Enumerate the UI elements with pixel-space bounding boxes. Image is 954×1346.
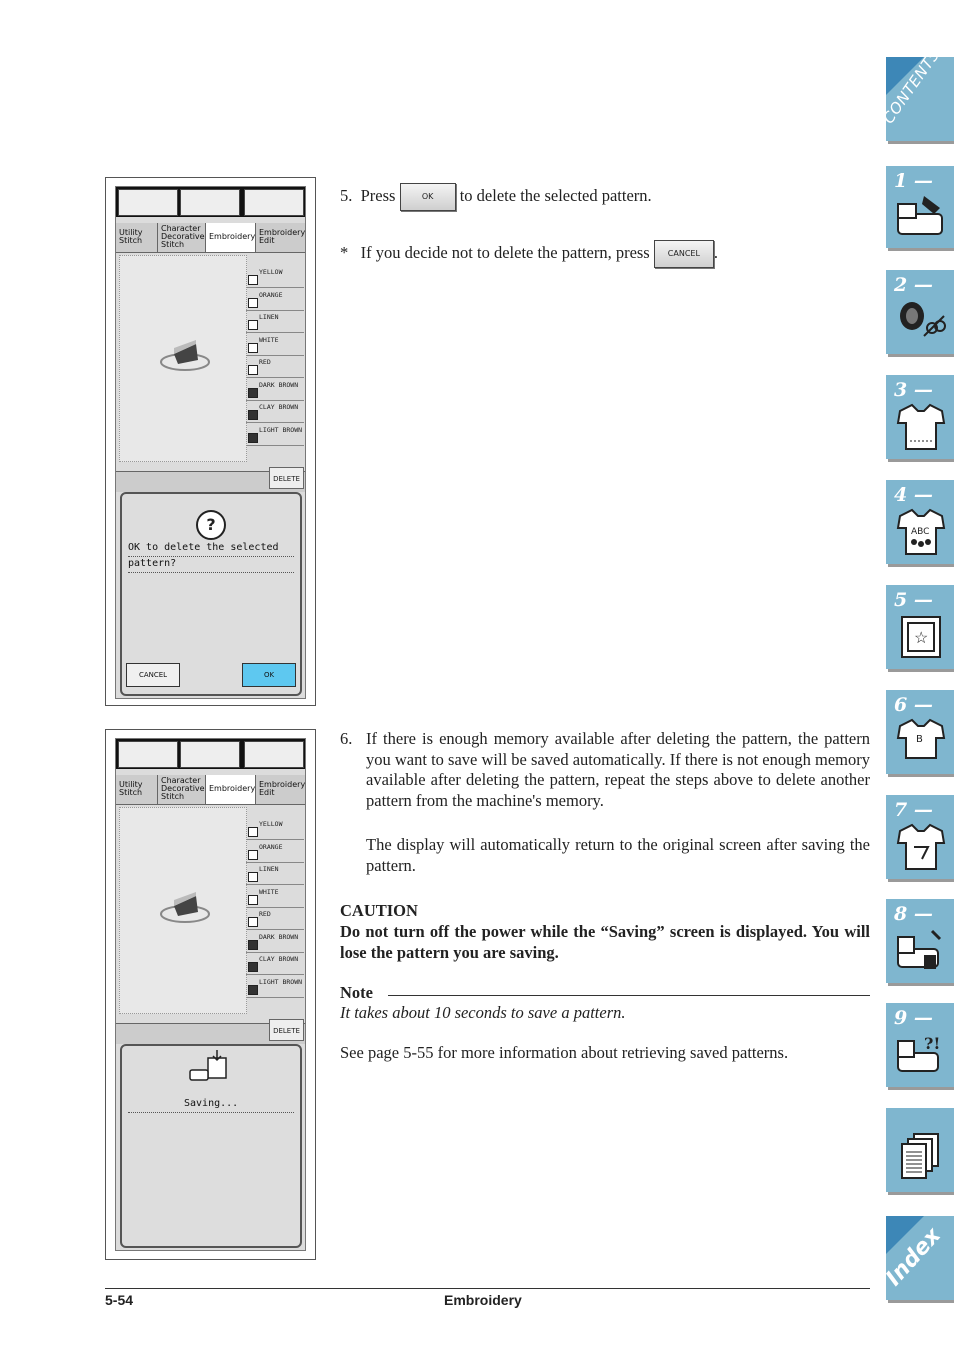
screenshot-delete-confirm xyxy=(105,177,316,706)
asterisk: * xyxy=(340,242,349,262)
color-name: ORANGE xyxy=(259,290,283,299)
dialog-message-line2: pattern? xyxy=(128,558,177,569)
step-6-number: 6. xyxy=(340,729,353,748)
chapter-tab-7[interactable] xyxy=(886,795,954,879)
color-swatch xyxy=(248,962,258,972)
color-swatch xyxy=(248,917,258,927)
chapter-tab-2[interactable] xyxy=(886,270,954,354)
step-text: Press xyxy=(360,185,396,205)
color-swatch xyxy=(248,343,258,353)
color-name: RED xyxy=(259,910,271,918)
cancel-button[interactable]: CANCEL xyxy=(126,663,180,687)
thread-button-icon[interactable] xyxy=(118,189,178,216)
note-text: If you decide not to delete the pattern, press xyxy=(360,242,650,262)
section-name: Embroidery xyxy=(444,1292,522,1308)
thread-color-item[interactable] xyxy=(246,842,304,863)
contents-tab[interactable] xyxy=(879,46,954,141)
color-name: LIGHT BROWN xyxy=(259,425,303,434)
color-swatch xyxy=(248,365,258,375)
contents-tab-label: CONTENTS xyxy=(879,46,944,127)
chapter-number: 5 — xyxy=(894,589,933,611)
step-6-text: If there is enough memory available after deleting the pattern, the pattern you want to save will be saved automatically. If there is not enough memory available after deleting the pattern, repeat the steps above to delete another pattern from the machine's memory. xyxy=(366,729,870,810)
color-swatch xyxy=(248,275,258,285)
color-swatch xyxy=(248,320,258,330)
pattern-preview xyxy=(119,807,247,1014)
color-name: YELLOW xyxy=(259,268,283,276)
shirt-letter-icon xyxy=(894,718,948,768)
pages-icon xyxy=(894,1130,948,1182)
period: . xyxy=(713,242,718,262)
color-swatch xyxy=(248,388,258,398)
tab-character-stitch[interactable]: Character Decorative Stitch xyxy=(158,775,206,804)
tshirt-icon xyxy=(894,403,948,453)
color-name: WHITE xyxy=(259,335,279,344)
color-name: CLAY BROWN xyxy=(259,955,299,963)
color-name: CLAY BROWN xyxy=(259,403,299,411)
thread-color-item[interactable] xyxy=(246,402,304,423)
thread-color-item[interactable] xyxy=(246,357,304,378)
step-5 xyxy=(340,183,870,211)
tab-character-stitch[interactable]: Character Decorative Stitch xyxy=(158,223,206,252)
chapter-number: 8 — xyxy=(894,903,933,925)
screenshot-saving xyxy=(105,729,316,1260)
cake-pattern-icon xyxy=(158,886,212,926)
color-name: LINEN xyxy=(259,865,279,873)
tab-embroidery[interactable]: Embroidery xyxy=(206,223,256,252)
color-swatch xyxy=(248,827,258,837)
color-swatch xyxy=(248,940,258,950)
svg-text:B: B xyxy=(916,734,923,745)
thread-color-item[interactable] xyxy=(246,887,304,908)
dialog-divider xyxy=(128,572,294,573)
mode-tabs xyxy=(116,775,305,805)
inline-cancel-button: CANCEL xyxy=(654,240,714,268)
thread-color-item[interactable] xyxy=(246,932,304,953)
index-tab[interactable] xyxy=(881,1216,954,1300)
step-6-text2: The display will automatically return to the original screen after saving the pattern. xyxy=(366,835,870,875)
tab-utility-stitch[interactable]: Utility Stitch xyxy=(116,223,158,252)
caution-body: Do not turn off the power while the “Saving” screen is displayed. You will lose the pattern you are saving. xyxy=(340,922,870,962)
ok-button[interactable]: OK xyxy=(242,663,296,687)
tab-embroidery[interactable]: Embroidery xyxy=(206,775,256,804)
chapter-number: 6 — xyxy=(894,694,933,716)
thread-color-item[interactable] xyxy=(246,977,304,998)
svg-text:?!: ?! xyxy=(924,1034,941,1053)
cake-pattern-icon xyxy=(158,334,212,374)
question-icon: ? xyxy=(196,510,226,540)
cancel-note xyxy=(340,240,870,268)
tab-embroidery-edit[interactable]: Embroidery Edit xyxy=(259,228,306,245)
delete-button[interactable]: DELETE xyxy=(269,1019,304,1041)
color-name: YELLOW xyxy=(259,820,283,828)
chapter-number: 1 — xyxy=(894,170,933,192)
chapter-number: 9 — xyxy=(894,1007,933,1029)
sewing-machine-hand-icon xyxy=(894,192,946,242)
color-swatch xyxy=(248,872,258,882)
color-swatch xyxy=(248,298,258,308)
chapter-number: 2 — xyxy=(894,274,933,296)
pattern-preview xyxy=(119,255,247,462)
tab-embroidery-edit[interactable]: Embroidery Edit xyxy=(259,780,306,797)
step-text: to delete the selected pattern. xyxy=(459,185,652,205)
thread-color-item[interactable] xyxy=(246,312,304,333)
color-name: LINEN xyxy=(259,313,279,321)
color-name: LIGHT BROWN xyxy=(259,977,303,986)
dialog-divider xyxy=(128,1112,294,1113)
thread-scissors-icon xyxy=(894,296,948,348)
mode-tabs xyxy=(116,223,305,253)
thread-color-item[interactable] xyxy=(246,819,304,840)
machine-button-icon[interactable] xyxy=(180,741,240,768)
appendix-tab[interactable] xyxy=(886,1108,954,1192)
index-tab-label: Index xyxy=(881,1223,946,1291)
color-name: DARK BROWN xyxy=(259,932,299,941)
color-swatch xyxy=(248,895,258,905)
thread-color-item[interactable] xyxy=(246,864,304,885)
chapter-tab-8[interactable] xyxy=(886,899,954,983)
thread-color-item[interactable] xyxy=(246,425,304,446)
svg-text:☆: ☆ xyxy=(914,628,929,647)
footer-rule xyxy=(105,1288,870,1289)
tab-utility-stitch[interactable]: Utility Stitch xyxy=(116,775,158,804)
delete-button[interactable]: DELETE xyxy=(269,467,304,489)
lcd-screen xyxy=(115,186,306,699)
page-number: 5-54 xyxy=(105,1292,134,1308)
note-title: Note xyxy=(340,983,373,1002)
machine-button-icon[interactable] xyxy=(180,189,240,216)
color-swatch xyxy=(248,850,258,860)
troubleshooting-machine-icon xyxy=(894,1029,948,1081)
color-name: ORANGE xyxy=(259,842,283,851)
chapter-tab-4[interactable] xyxy=(886,480,954,564)
saving-message: Saving... xyxy=(184,1098,239,1109)
note-body: It takes about 10 seconds to save a pattern. xyxy=(340,1003,626,1022)
caution-title: CAUTION xyxy=(340,901,418,920)
embroidery-frame-star-icon xyxy=(894,613,948,663)
lcd-topbar xyxy=(116,187,305,217)
document-button-icon[interactable] xyxy=(244,189,304,216)
chapter-number: 4 — xyxy=(894,484,933,506)
color-swatch xyxy=(248,985,258,995)
thread-color-item[interactable] xyxy=(246,335,304,356)
chapter-tab-9[interactable] xyxy=(886,1003,954,1087)
embroidered-shirt-abc-icon xyxy=(894,508,948,558)
machine-maintenance-icon xyxy=(894,925,948,977)
thread-color-item[interactable] xyxy=(246,380,304,401)
see-page-text: See page 5-55 for more information about retrieving saved patterns. xyxy=(340,1043,789,1062)
chapter-number: 7 — xyxy=(894,799,933,821)
chapter-tab-3[interactable] xyxy=(886,375,954,459)
chapter-tab-6[interactable] xyxy=(886,690,954,774)
document-button-icon[interactable] xyxy=(244,741,304,768)
lcd-topbar xyxy=(116,739,305,769)
svg-text:ABC: ABC xyxy=(911,527,930,537)
dialog-divider xyxy=(128,556,294,557)
dialog-message-line1: OK to delete the selected xyxy=(128,542,279,553)
color-name: RED xyxy=(259,358,271,366)
color-name: DARK BROWN xyxy=(259,380,299,389)
thread-color-item[interactable] xyxy=(246,290,304,311)
chapter-number: 3 — xyxy=(894,379,933,401)
step-number: 5. xyxy=(340,185,353,205)
saving-dialog xyxy=(120,1044,302,1248)
shirt-edit-icon xyxy=(894,823,948,873)
thread-button-icon[interactable] xyxy=(118,741,178,768)
thread-color-item[interactable] xyxy=(246,267,304,288)
chapter-tab-1[interactable] xyxy=(886,166,954,248)
saving-machine-icon xyxy=(188,1050,232,1084)
color-name: WHITE xyxy=(259,887,279,896)
note-rule xyxy=(388,995,870,996)
lcd-screen xyxy=(115,738,306,1251)
color-swatch xyxy=(248,433,258,443)
chapter-tab-5[interactable] xyxy=(886,585,954,669)
thread-color-item[interactable] xyxy=(246,909,304,930)
color-swatch xyxy=(248,410,258,420)
inline-ok-button: OK xyxy=(400,183,456,211)
thread-color-item[interactable] xyxy=(246,954,304,975)
confirm-dialog xyxy=(120,492,302,696)
